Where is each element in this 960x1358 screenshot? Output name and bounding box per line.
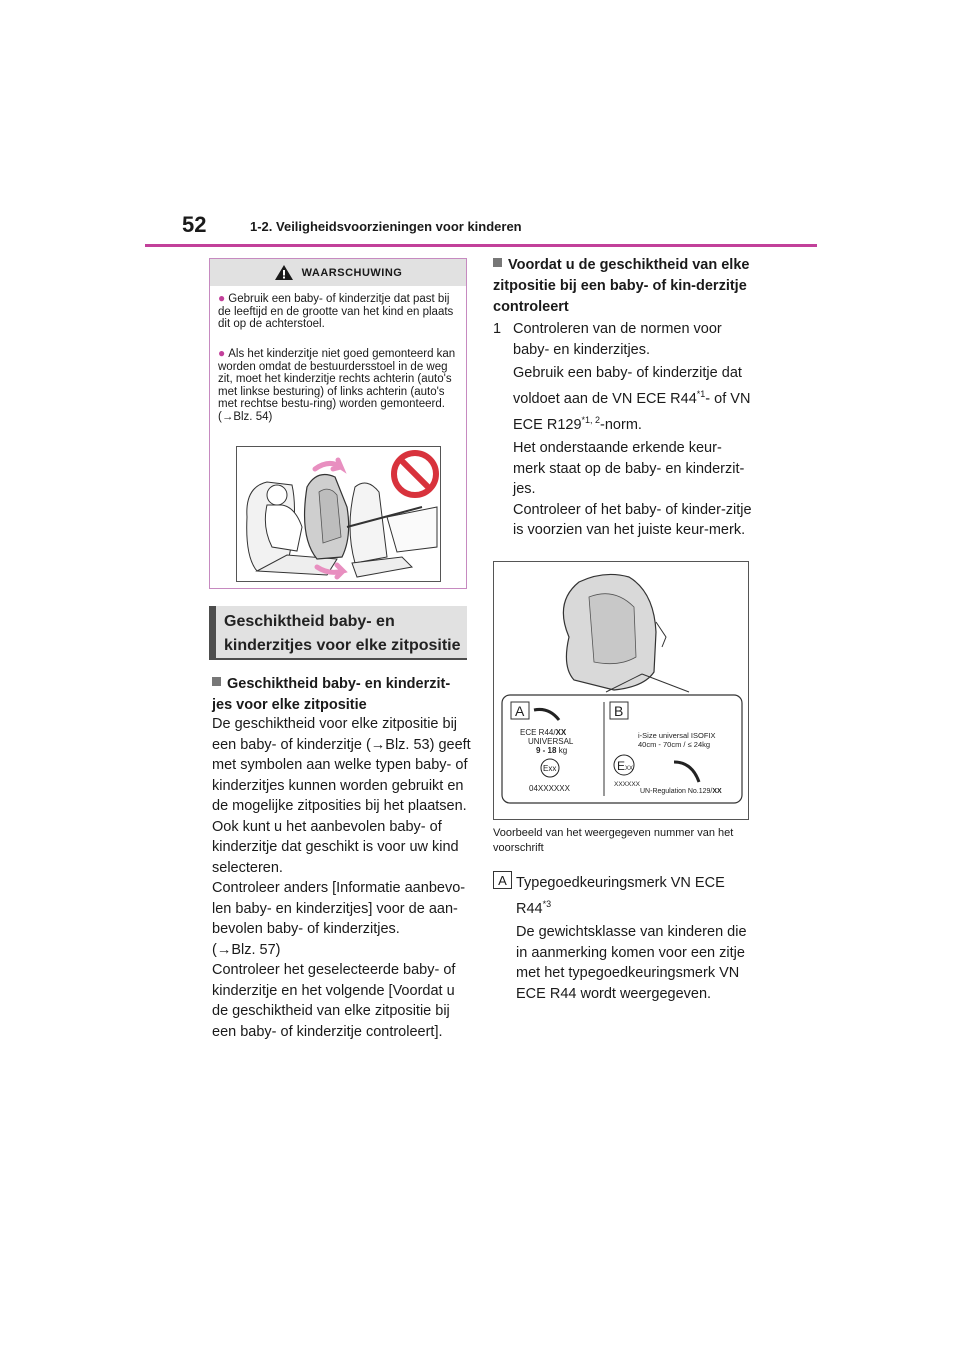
square-bullet-icon — [212, 677, 221, 686]
bullet-icon: ● — [218, 346, 226, 360]
warning-item-2 — [218, 347, 460, 423]
warning-item-text: Gebruik een baby- of kinderzitje dat past bij de leeftijd en de grootte van het kind en plaats dit op de achterstoel. — [218, 293, 454, 330]
square-bullet-icon — [493, 258, 502, 267]
label-a-box: A — [493, 871, 512, 889]
step-line-c: -norm. — [600, 417, 642, 433]
isize-line2: 40cm - 70cm / ≤ 24kg — [638, 740, 711, 749]
warning-item-text: Als het kinderzitje niet goed gemonteerd kan worden omdat de bestuurdersstoel in de weg zit, moet het kinderzitje rechts achterin (auto's met linkse besturing) of links achterin (auto's met rechtse bestu-ring) worden gemonteerd. (→Blz. 54) — [218, 348, 456, 423]
isize-line1: i-Size universal ISOFIX — [638, 731, 716, 740]
step-norm-line — [513, 360, 753, 438]
approval-mark-drawing — [494, 562, 748, 819]
right-subheading-text: Voordat u de geschiktheid van elke zitpositie bij een baby- of kin-derzitje controleert — [493, 257, 750, 315]
approval-mark-figure — [493, 561, 749, 820]
step-line-b: - of VN ECE R129 — [513, 391, 751, 433]
ece-xx: XX — [555, 728, 567, 737]
isize-circle-sub: XX — [625, 766, 634, 772]
warning-box — [209, 258, 467, 589]
a-title: Typegoedkeuringsmerk VN ECE R44 — [516, 875, 725, 917]
ece-line1: ECE R44/ — [520, 728, 556, 737]
footnote-ref: *3 — [542, 899, 552, 909]
svg-text:UN-Regulation No.129/XX — [640, 788, 722, 795]
bullet-icon: ● — [218, 291, 226, 305]
warning-title: WAARSCHUWING — [301, 266, 403, 279]
ece-unit: kg — [558, 746, 568, 755]
paragraph: Controleer het geselecteerde baby- of kinderzitje en het volgende [Voordat u de geschiktheid van elke zitpositie bij een baby- of kinderzitje controleert]. — [212, 962, 456, 1040]
footnote-ref: *1, 2 — [581, 415, 601, 425]
step-paragraph: Het onderstaande erkende keur-merk staat op de baby- en kinderzit-jes. — [513, 440, 745, 497]
step-text — [513, 319, 753, 541]
ece-line2: UNIVERSAL — [528, 737, 574, 746]
step-title: Controleren van de normen voor baby- en kinderzitjes. — [513, 321, 722, 358]
figure-caption: Voorbeeld van het weergegeven nummer van het voorschrift — [493, 827, 734, 854]
left-subheading-text: Geschiktheid baby- en kinderzit-jes voor elke zitpositie — [212, 676, 451, 713]
svg-text:ECE R44/XX — [520, 728, 567, 737]
step-line-a: Gebruik een baby- of kinderzitje dat voldoet aan de VN ECE R44 — [513, 365, 742, 407]
a-title-line — [516, 870, 752, 922]
svg-text:9 - 18 kg — [536, 746, 567, 755]
left-subheading — [212, 674, 467, 716]
paragraph: (→Blz. 57) — [212, 941, 281, 958]
header-rule — [145, 244, 817, 247]
right-subheading — [493, 255, 755, 318]
a-description: De gewichtsklasse van kinderen die in aanmerking komen voor een zitje met het typegoedkeuringsmerk VN ECE R44 wordt weergegeven. — [516, 924, 747, 1002]
figure-label-b: B — [614, 703, 624, 719]
footnote-ref: *1 — [696, 389, 706, 399]
left-body — [212, 714, 474, 1042]
warning-item-1 — [218, 292, 460, 331]
label-a-description — [516, 870, 752, 1004]
section-title: 1-2. Veiligheidsvoorzieningen voor kinderen — [250, 219, 522, 234]
ece-line3: 9 - 18 — [536, 746, 557, 755]
isize-code: XXXXXX — [614, 781, 641, 788]
seat-installation-drawing — [237, 447, 440, 581]
page-number: 52 — [182, 212, 207, 237]
paragraph: Controleer anders [Informatie aanbevo-len baby- en kinderzitjes] voor de aan-bevolen baby- of kinderzitjes. — [212, 880, 466, 937]
step-paragraph: Controleer of het baby- of kinder-zitje is voorzien van het juiste keur-merk. — [513, 501, 752, 538]
seat-installation-illustration — [236, 446, 441, 582]
paragraph: Ook kunt u het aanbevolen baby- of kinderzitje dat geschikt is voor uw kind selecteren. — [212, 818, 459, 876]
step-number: 1 — [493, 321, 502, 337]
warning-triangle-icon — [274, 264, 294, 281]
warning-title-bar — [210, 259, 466, 286]
ece-circle: Exx — [543, 764, 557, 773]
isize-circle: E — [617, 759, 626, 773]
paragraph: De geschiktheid voor elke zitpositie bij een baby- of kinderzitje (→Blz. 53) geeft met symbolen aan welke typen baby- of kinderzitjes kunnen worden gebruikt en de mogelijke zitposities bij het plaatsen. — [212, 716, 471, 814]
ece-code: 04XXXXXX — [529, 784, 570, 793]
section-heading — [209, 606, 467, 660]
un-reg: UN-Regulation No.129/ — [640, 788, 713, 795]
section-heading-text: Geschiktheid baby- en kinderzitjes voor elke zitpositie — [224, 613, 461, 654]
un-reg-xx: XX — [712, 788, 722, 795]
figure-label-a: A — [515, 703, 525, 719]
